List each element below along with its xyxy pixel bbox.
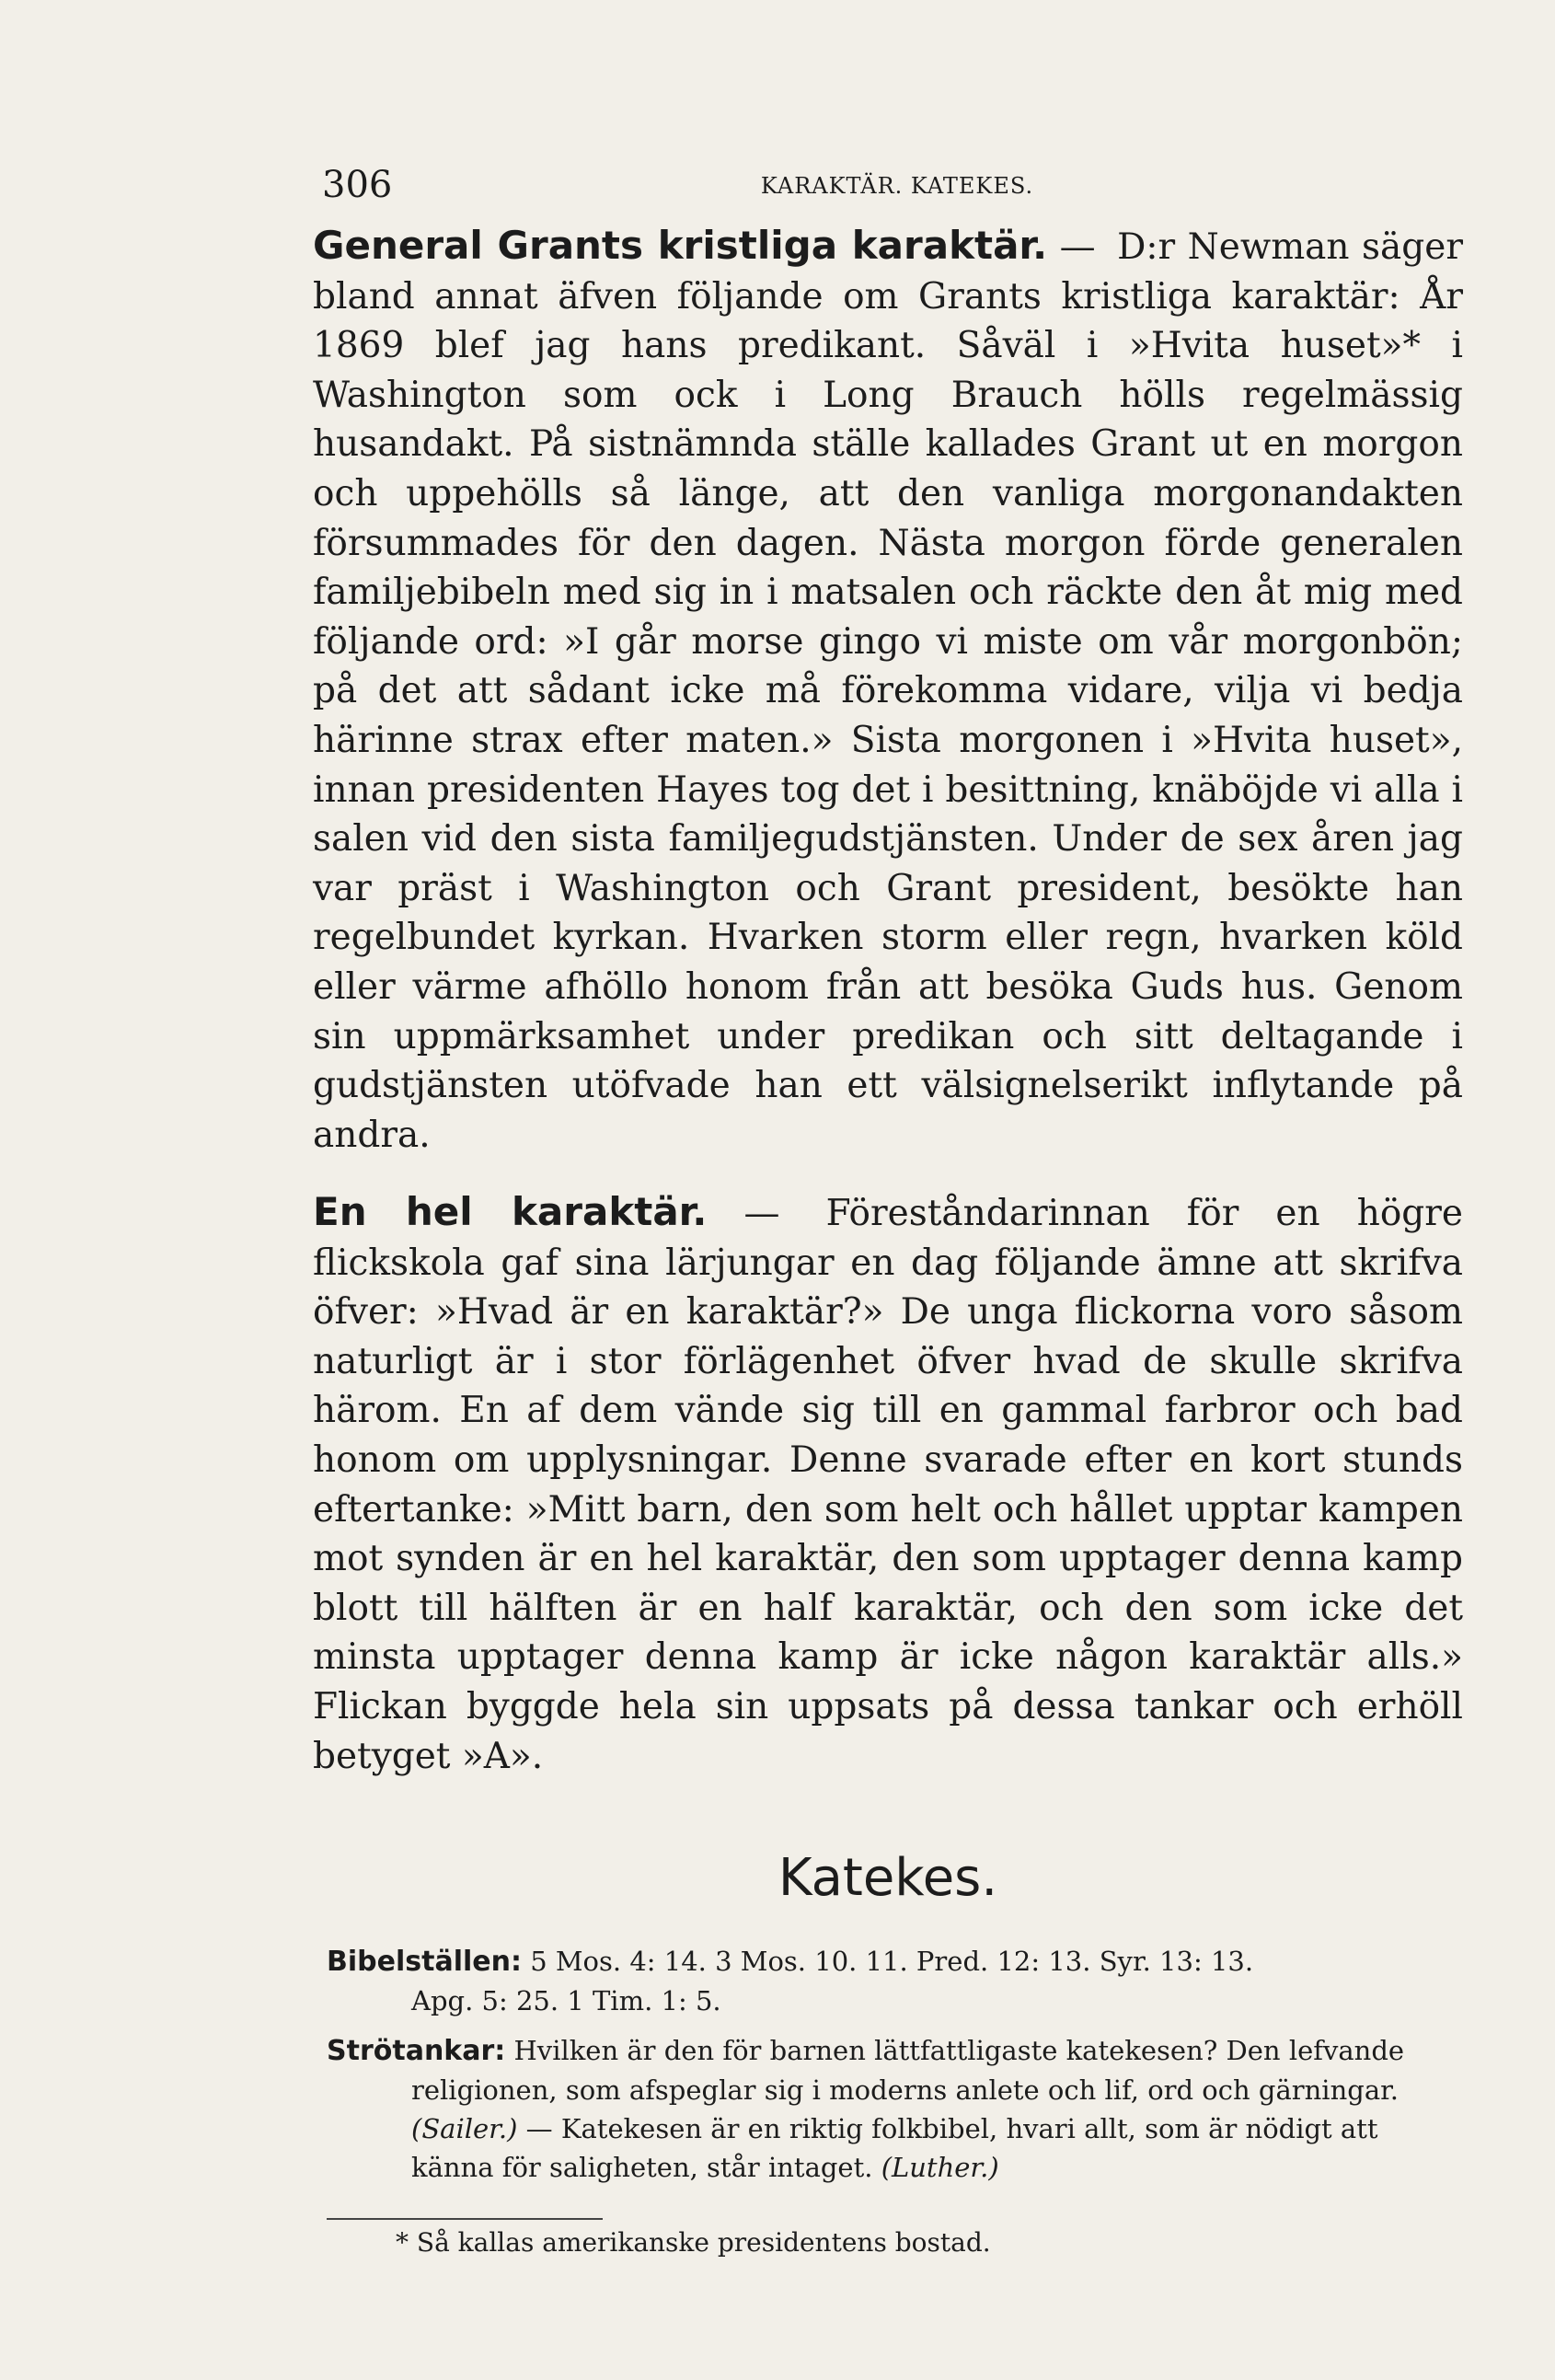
bibelstallen-line1: 5 Mos. 4: 14. 3 Mos. 10. 11. Pred. 12: 13. Syr. 13: 13. <box>530 1946 1254 1977</box>
section-body: Föreståndarinnan för en högre flickskola gaf sina lärjungar en dag följande ämne att skrifva öfver: »Hvad är en karaktär?» De unga flickorna voro såsom naturligt är i stor förlägenhet öfver hvad de skulle skrifva härom. En af dem vände sig till en gammal farbror och bad honom om upplysningar. Denne svarade efter en kort stunds eftertanke: »Mitt barn, den som helt och hållet upptar kampen mot synden är en hel karaktär, den som upptager denna kamp blott till hälften är en half karaktär, och den som icke det minsta upptager denna kamp är icke någon karaktär alls.» Flickan byggde hela sin uppsats på dessa tankar och erhöll betyget »A». <box>313 1193 1463 1777</box>
page-number: 306 <box>322 164 393 206</box>
strotankar-text2: — Katekesen är en riktig folkbibel, hvari allt, som är nödigt att känna för saligheten, står intaget. <box>411 2113 1378 2183</box>
section-grants-character <box>313 221 1463 1160</box>
page-header <box>322 156 1472 212</box>
running-title: KARAKTÄR. KATEKES. <box>760 173 1034 199</box>
heading-dash: — <box>1059 226 1096 268</box>
section-whole-character <box>313 1187 1463 1781</box>
footnote-rule <box>327 2218 603 2220</box>
strotankar-label: Strötankar: <box>327 2035 506 2067</box>
section-heading: En hel karaktär. <box>313 1189 708 1234</box>
section-paragraph <box>313 221 1463 1160</box>
bibelstallen-entry <box>327 1942 1463 2020</box>
strotankar-cite2: (Luther.) <box>881 2152 999 2183</box>
footnote: * Så kallas amerikanske presidentens bostad. <box>396 2227 991 2258</box>
section-heading: General Grants kristliga karaktär. <box>313 223 1048 268</box>
bibelstallen-line2: Apg. 5: 25. 1 Tim. 1: 5. <box>411 1985 721 2016</box>
section-body: D:r Newman säger bland annat äfven följande om Grants kristliga karaktär: År 1869 blef jag hans predikant. Såväl i »Hvita huset»* i Washington som ock i Long Brauch hölls regelmässig husandakt. På sistnämnda ställe kallades Grant ut en morgon och uppehölls så länge, att den vanliga morgonandakten försummades för den dagen. Nästa morgon förde generalen familjebibeln med sig in i matsalen och räckte den åt mig med följande ord: »I går morse gingo vi miste om vår morgonbön; på det att sådant icke må förekomma vidare, vilja vi bedja härinne strax efter maten.» Sista morgonen i »Hvita huset», innan presidenten Hayes tog det i besittning, knäböjde vi alla i salen vid den sista familjegudstjänsten. Under de sex åren jag var präst i Washington och Grant president, besökte han regelbundet kyrkan. Hvarken storm eller regn, hvarken köld eller värme afhöllo honom från att besöka Guds hus. Genom sin uppmärksamhet under predikan och sitt deltagande i gudstjänsten utöfvade han ett välsignelserikt inflytande på andra. <box>313 226 1463 1156</box>
strotankar-text1: Hvilken är den för barnen lättfattligaste katekesen? Den lefvande religionen, som afspeglar sig i moderns anlete och lif, ord och gärningar. <box>411 2035 1405 2106</box>
bibelstallen-label: Bibelställen: <box>327 1946 522 1978</box>
strotankar-cite1: (Sailer.) <box>411 2113 518 2144</box>
katekes-title: Katekes. <box>778 1848 998 1908</box>
katekes-references <box>327 1942 1463 2198</box>
heading-dash: — <box>743 1193 780 1234</box>
section-paragraph <box>313 1187 1463 1781</box>
strotankar-entry <box>327 2031 1463 2187</box>
